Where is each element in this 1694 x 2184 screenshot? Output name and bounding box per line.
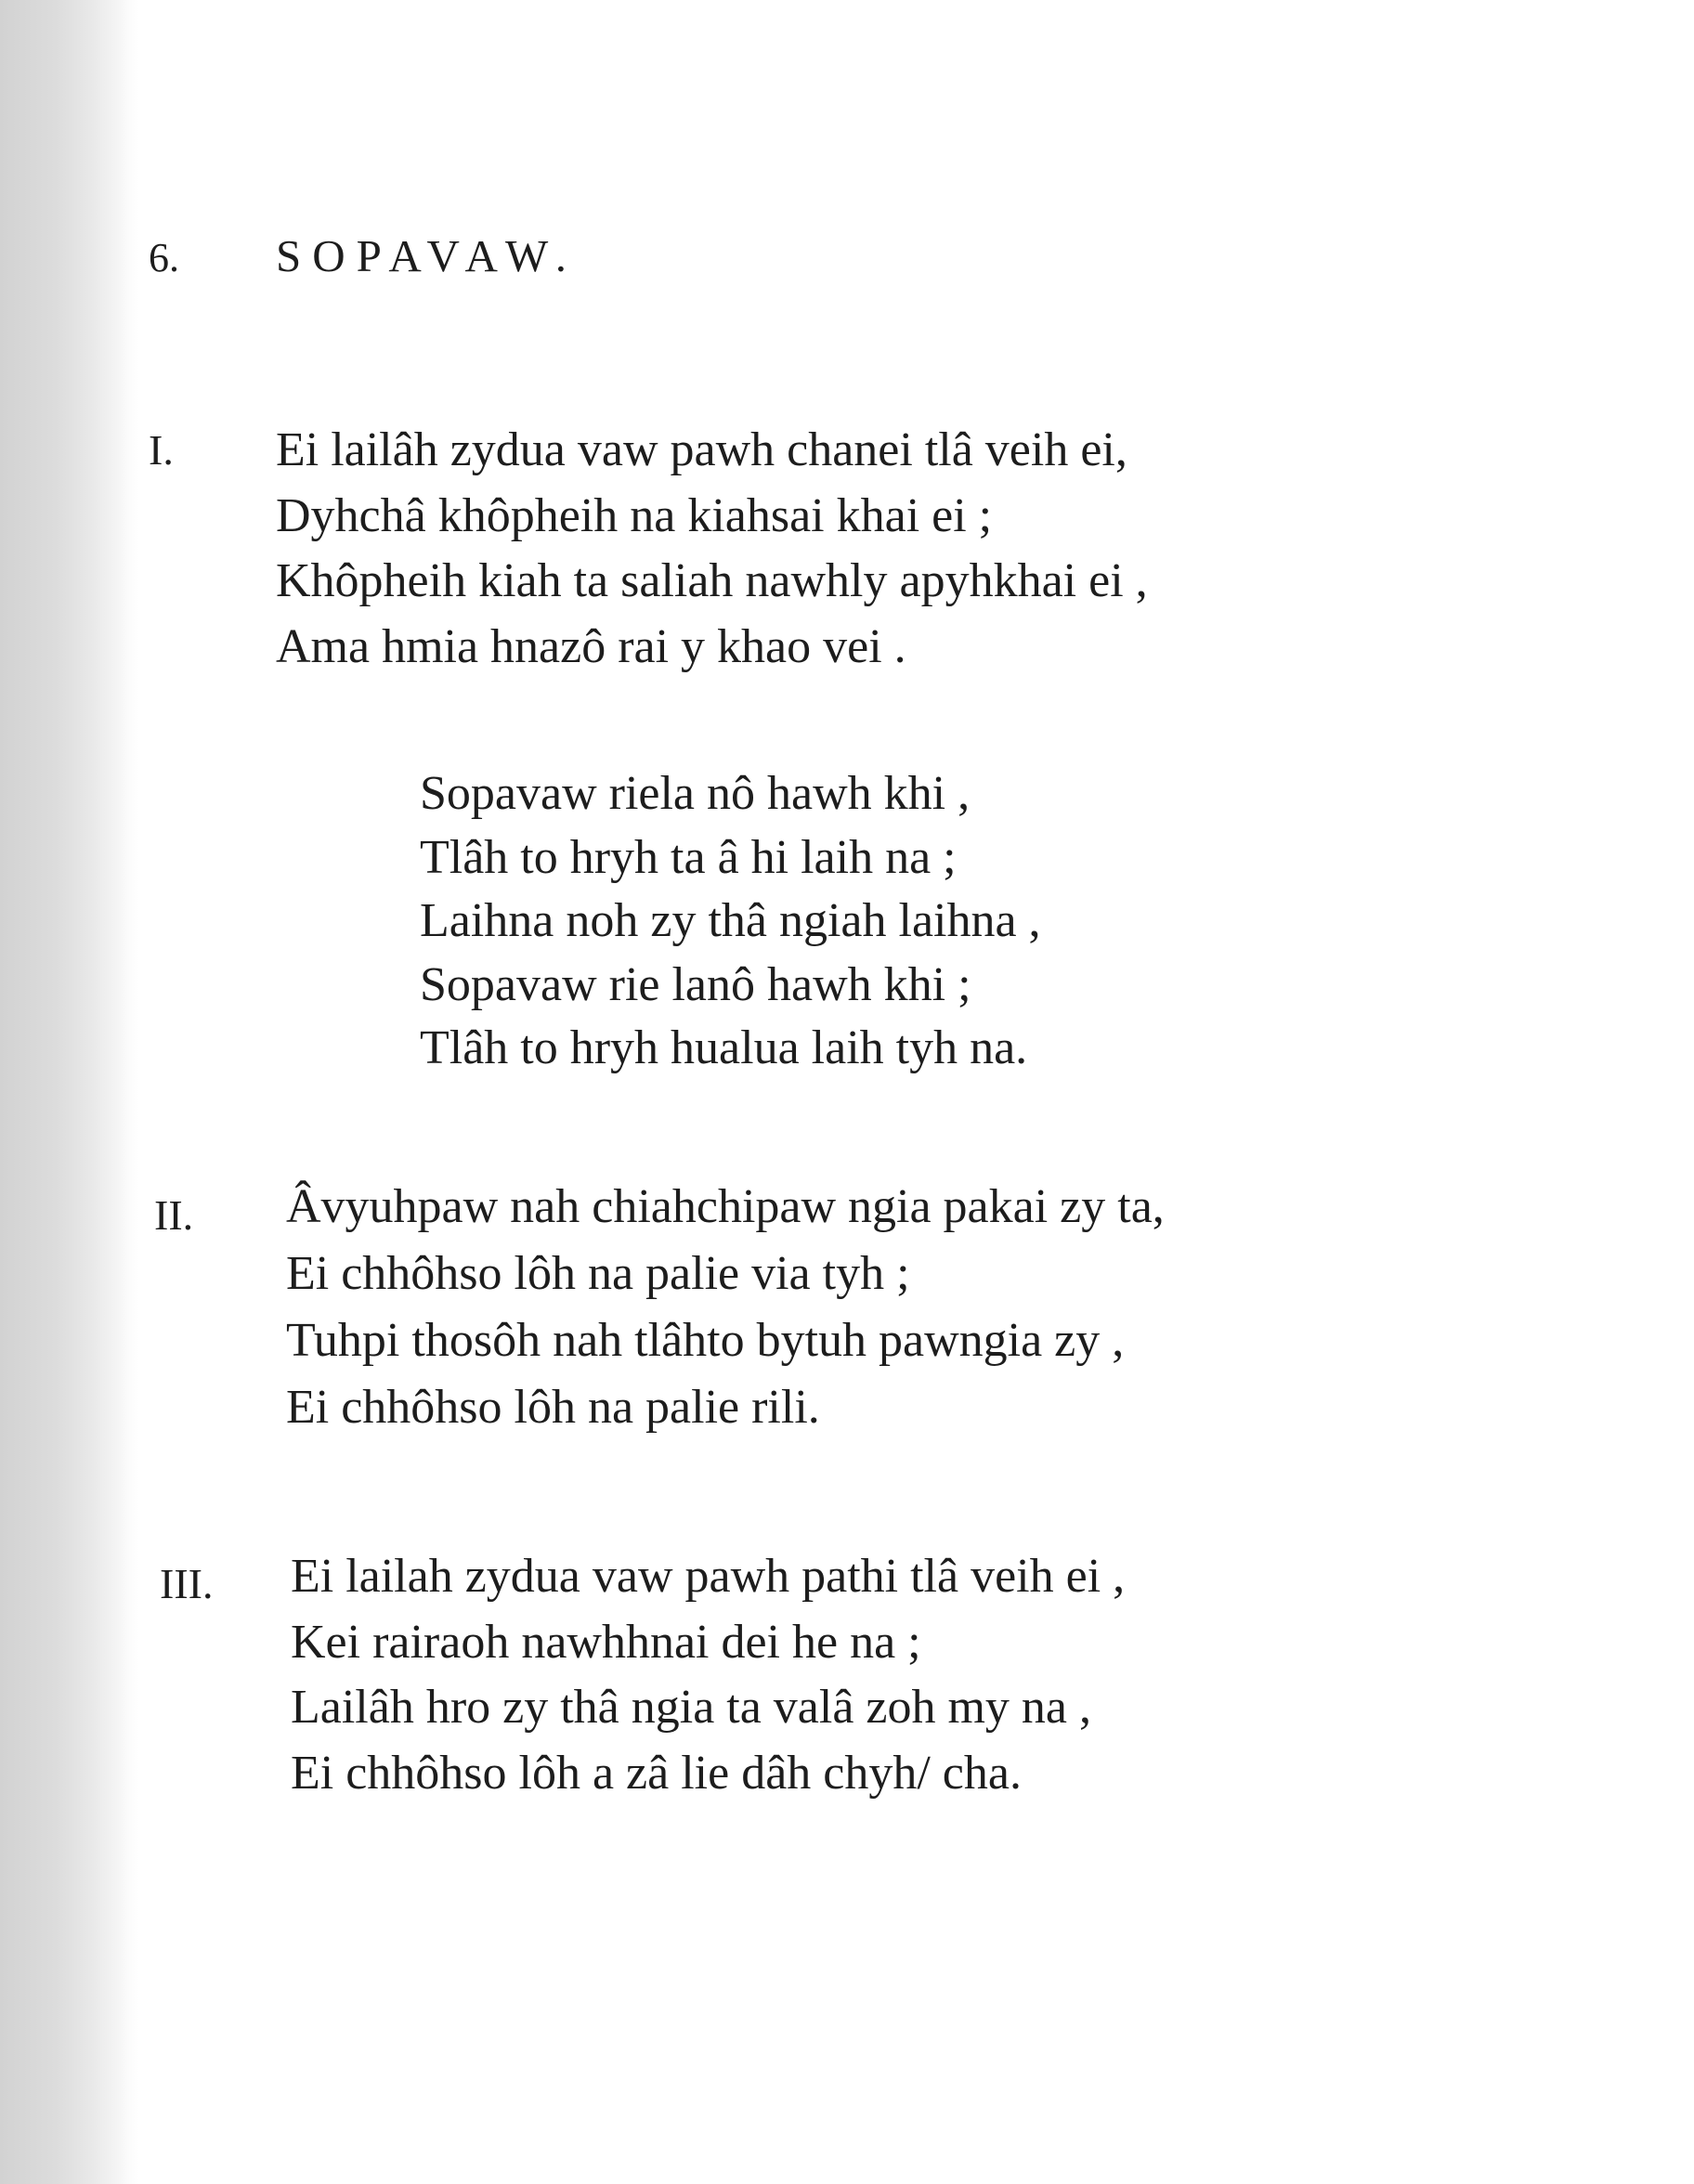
page-binding-shadow xyxy=(0,0,139,2184)
stanza-1 xyxy=(276,418,1148,680)
stanza-2-line-1: Âvyuhpaw nah chiahchipaw ngia pakai zy ta, xyxy=(286,1180,1165,1233)
stanza-3-line-3: Lailâh hro zy thâ ngia ta valâ zoh my na , xyxy=(291,1681,1092,1734)
stanza-2-line-4: Ei chhôhso lôh na palie rili. xyxy=(286,1381,820,1434)
stanza-1-line-3: Khôpheih kiah ta saliah nawhly apyhkhai ei , xyxy=(276,554,1148,607)
song-title: SOPAVAW. xyxy=(276,230,578,281)
chorus-line-3: Laihna noh zy thâ ngiah laihna , xyxy=(420,894,1041,947)
stanza-2-line-3: Tuhpi thosôh nah tlâhto bytuh pawngia zy , xyxy=(286,1314,1125,1367)
chorus-line-1: Sopavaw riela nô hawh khi , xyxy=(420,767,971,820)
stanza-1-line-4: Ama hmia hnazô rai y khao vei . xyxy=(276,619,906,673)
stanza-3 xyxy=(291,1544,1125,1806)
chorus xyxy=(420,762,1041,1081)
stanza-1-line-2: Dyhchâ khôpheih na kiahsai khai ei ; xyxy=(276,488,993,542)
stanza-number-1: I. xyxy=(149,426,174,474)
chorus-line-2: Tlâh to hryh ta â hi laih na ; xyxy=(420,830,957,884)
song-number: 6. xyxy=(149,235,179,280)
stanza-2-line-2: Ei chhôhso lôh na palie via tyh ; xyxy=(286,1247,910,1300)
stanza-3-line-4: Ei chhôhso lôh a zâ lie dâh chyh/ cha. xyxy=(291,1746,1022,1800)
stanza-3-line-2: Kei rairaoh nawhhnai dei he na ; xyxy=(291,1615,921,1669)
stanza-number-2: II. xyxy=(154,1191,194,1239)
chorus-line-4: Sopavaw rie lanô hawh khi ; xyxy=(420,957,971,1011)
stanza-1-line-1: Ei lailâh zydua vaw pawh chanei tlâ veih ei, xyxy=(276,423,1127,476)
stanza-2 xyxy=(286,1174,1165,1441)
stanza-number-3: III. xyxy=(160,1560,214,1607)
stanza-3-line-1: Ei lailah zydua vaw pawh pathi tlâ veih ei , xyxy=(291,1550,1126,1603)
chorus-line-5: Tlâh to hryh hualua laih tyh na. xyxy=(420,1021,1028,1074)
